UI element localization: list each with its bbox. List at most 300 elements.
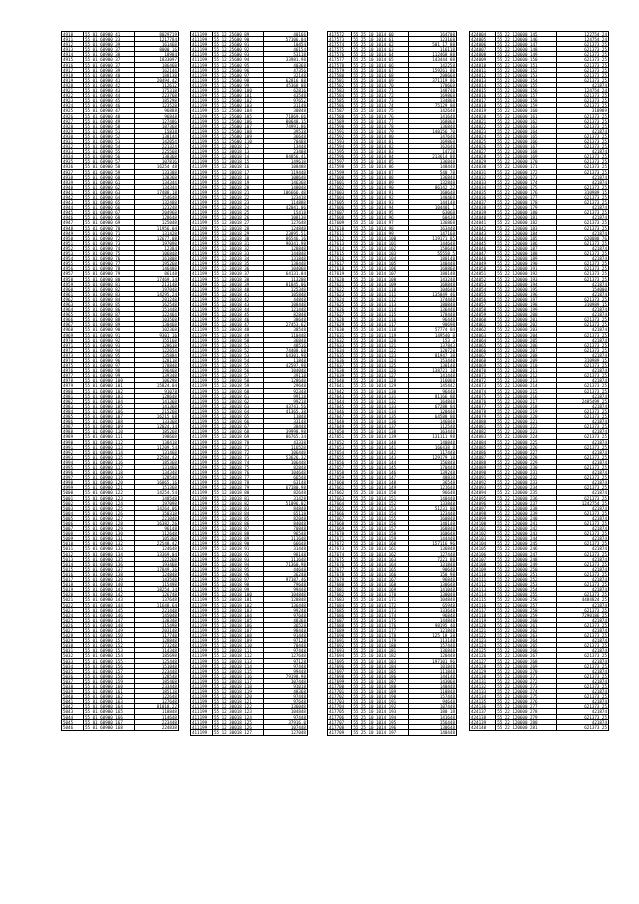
row-number-cell: 5032	[62, 653, 84, 657]
row-number-cell: 417625	[328, 302, 352, 306]
account-code-cell: 55 22 120600 211	[496, 368, 557, 372]
account-code-cell: 55 12 30018 17	[213, 170, 264, 174]
account-code-cell: 55 12 30018 126	[213, 725, 264, 729]
account-code-cell: 55 25 10 1014 184	[352, 664, 408, 668]
amount-cell: 141368	[161, 403, 177, 408]
row-number-cell: 5021	[62, 597, 84, 601]
row-number-cell: 5016	[62, 572, 84, 576]
row-number-cell: 411199	[191, 653, 213, 657]
account-code-cell: 55 22 120600 164	[496, 129, 557, 133]
account-code-cell: 55 25 10 1014 102	[352, 246, 408, 250]
amount-cell: 223448	[161, 668, 177, 673]
amount-cell: 197048	[161, 286, 177, 291]
amount-cell: 371119 86	[432, 77, 455, 82]
row-number-cell: 417698	[328, 674, 352, 678]
amount-cell: 621373 25	[584, 271, 607, 276]
row-number-cell: 5041	[62, 699, 84, 703]
amount-cell: 18254.34	[156, 587, 177, 592]
account-code-cell: 55 12 30018 69	[213, 434, 264, 438]
amount-cell: 124754 24	[584, 88, 607, 93]
row-number-cell: 424082	[470, 429, 496, 433]
amount-cell: 148748	[439, 88, 455, 93]
amount-cell: 99448	[293, 587, 306, 592]
row-number-cell: 4944	[62, 205, 84, 209]
amount-cell: 66648	[293, 541, 306, 546]
account-code-cell: 55 01 60900 106	[84, 409, 135, 413]
amount-cell: 2485499 25	[581, 398, 607, 403]
account-code-cell: 55 01 60900 154	[84, 653, 135, 657]
amount-cell: 621373 25	[584, 653, 607, 658]
account-code-cell: 55 12 30018 50	[213, 338, 264, 342]
row-number-cell: 4918	[62, 73, 84, 77]
row-number-cell: 417656	[328, 460, 352, 464]
account-code-cell: 55 22 120600 247	[496, 552, 557, 556]
account-code-cell: 55 12 30018 81	[213, 496, 264, 500]
account-code-cell: 55 22 120600 145	[496, 32, 557, 36]
amount-cell: 57774 84	[434, 327, 455, 332]
amount-cell: 91448	[293, 633, 306, 638]
account-code-cell: 55 01 60900 40	[84, 73, 135, 77]
row-number-cell: 4970	[62, 338, 84, 342]
account-code-cell: 55 12 25600 100	[213, 88, 264, 92]
table-row	[191, 730, 307, 735]
account-code-cell: 55 25 10 1014 134	[352, 409, 408, 413]
row-number-cell: 424009	[470, 57, 496, 61]
account-code-cell: 55 25 10 1014 195	[352, 720, 408, 724]
account-code-cell: 55 22 120600 263	[496, 633, 557, 637]
amount-cell: 97448	[293, 694, 306, 699]
account-code-cell: 55 25 10 1014 167	[352, 577, 408, 581]
row-number-cell: 411199	[191, 679, 213, 683]
account-code-cell: 55 22 120600 194	[496, 282, 557, 286]
account-code-cell: 55 25 10 1014 101	[352, 241, 408, 245]
row-number-cell: 411199	[191, 129, 213, 133]
row-number-cell: 411199	[191, 597, 213, 601]
amount-cell: 114888	[290, 200, 306, 205]
account-code-cell: 55 01 60900 161	[84, 689, 135, 693]
account-code-cell: 55 12 30018 63	[213, 404, 264, 408]
account-code-cell: 55 01 60900 47	[84, 108, 135, 112]
account-code-cell: 55 01 60900 46	[84, 103, 135, 107]
row-number-cell: 424034	[470, 185, 496, 189]
amount-cell: 111648	[290, 536, 306, 541]
row-number-cell: 411199	[191, 210, 213, 214]
row-number-cell: 411199	[191, 450, 213, 454]
amount-cell: 501 17 88	[432, 42, 455, 47]
amount-cell: 96548	[293, 531, 306, 536]
account-code-cell: 55 12 30018 35	[213, 261, 264, 265]
account-code-cell: 55 01 60900 118	[84, 470, 135, 474]
row-number-cell: 424098	[470, 511, 496, 515]
row-number-cell: 424018	[470, 103, 496, 107]
row-number-cell: 424088	[470, 460, 496, 464]
amount-cell: 63068	[442, 210, 455, 215]
row-number-cell: 411199	[191, 215, 213, 219]
account-code-cell: 55 25 10 1014 169	[352, 587, 408, 591]
row-number-cell: 424011	[470, 68, 496, 72]
account-code-cell: 55 22 120600 199	[496, 307, 557, 311]
row-number-cell: 417671	[328, 536, 352, 540]
row-number-cell: 4946	[62, 215, 84, 219]
account-code-cell: 55 01 60900 39	[84, 68, 135, 72]
account-code-cell: 55 01 60900 81	[84, 282, 135, 286]
account-code-cell: 55 12 25600 107	[213, 124, 264, 128]
amount-cell: 84848	[293, 505, 306, 510]
amount-cell: 11209.54	[156, 444, 177, 449]
account-code-cell: 55 25 10 1014 179	[352, 638, 408, 642]
account-code-cell: 55 12 25600 99	[213, 83, 264, 87]
amount-cell: 164848	[439, 398, 455, 403]
row-number-cell: 411199	[191, 154, 213, 158]
row-number-cell: 417601	[328, 180, 352, 184]
account-code-cell: 55 12 30018 38	[213, 277, 264, 281]
amount-cell: 86148	[164, 271, 177, 276]
amount-cell: 130648	[439, 582, 455, 587]
row-number-cell: 424093	[470, 485, 496, 489]
account-code-cell: 55 01 60900 42	[84, 83, 135, 87]
amount-cell: 38648	[293, 317, 306, 322]
amount-cell: 96888	[164, 108, 177, 113]
account-code-cell: 55 12 30018 112	[213, 653, 264, 657]
row-number-cell: 5026	[62, 623, 84, 627]
account-code-cell: 55 01 60900 148	[84, 623, 135, 627]
account-code-cell: 55 25 10 1014 157	[352, 526, 408, 530]
account-code-cell: 55 25 10 1014 170	[352, 592, 408, 596]
row-number-cell: 5044	[62, 715, 84, 719]
row-number-cell: 4986	[62, 419, 84, 423]
amount-cell: 621373 25	[584, 571, 607, 577]
amount-cell: 15824.04	[156, 383, 177, 388]
row-number-cell: 417587	[328, 108, 352, 112]
account-code-cell: 55 25 10 1014 110	[352, 287, 408, 291]
account-code-cell: 55 12 25600 105	[213, 114, 264, 118]
amount-cell: 138144	[161, 133, 177, 138]
amount-cell: 621373 25	[584, 363, 607, 368]
account-code-cell: 55 12 25600 102	[213, 98, 264, 102]
row-number-cell: 4975	[62, 363, 84, 367]
account-code-cell: 55 22 120600 256	[496, 597, 557, 601]
amount-cell: 153 3	[442, 337, 455, 342]
account-code-cell: 55 01 60900 133	[84, 546, 135, 550]
row-number-cell: 411199	[191, 327, 213, 331]
account-code-cell: 55 25 10 1014 152	[352, 501, 408, 505]
account-code-cell: 55 25 10 1014 196	[352, 725, 408, 729]
amount-cell: 96448	[442, 388, 455, 393]
amount-cell: 123448	[439, 510, 455, 515]
amount-cell: 130648	[439, 724, 455, 729]
amount-cell: 120728	[439, 347, 455, 352]
amount-cell: 136848	[439, 159, 455, 164]
amount-cell: 106448	[290, 459, 306, 464]
row-number-cell: 424076	[470, 399, 496, 403]
row-number-cell: 4956	[62, 266, 84, 270]
amount-cell: 43338	[293, 439, 306, 444]
row-number-cell: 417669	[328, 526, 352, 530]
account-code-cell: 55 12 30018 71	[213, 445, 264, 449]
account-code-cell: 55 25 10 1014 107	[352, 271, 408, 275]
row-number-cell: 411199	[191, 541, 213, 545]
account-code-cell: 55 25 10 1014 87	[352, 170, 408, 174]
row-number-cell: 417647	[328, 414, 352, 418]
account-code-cell: 55 22 120600 229	[496, 460, 557, 464]
account-code-cell: 55 22 120600 156	[496, 88, 557, 92]
account-code-cell: 55 12 30018 83	[213, 506, 264, 510]
amount-cell: 621373 25	[584, 67, 607, 72]
amount-cell: 161468	[161, 42, 177, 47]
row-number-cell: 424092	[470, 480, 496, 484]
amount-cell: 621373 25	[584, 633, 607, 638]
account-code-cell: 55 01 60900 49	[84, 119, 135, 123]
row-number-cell: 4994	[62, 460, 84, 464]
amount-cell: 421874	[591, 668, 607, 673]
account-code-cell: 55 22 120600 223	[496, 429, 557, 433]
row-number-cell: 4988	[62, 429, 84, 433]
row-number-cell: 424071	[470, 373, 496, 377]
account-code-cell: 55 12 30018 116	[213, 674, 264, 678]
row-number-cell: 424124	[470, 643, 496, 647]
account-code-cell: 55 22 120600 249	[496, 562, 557, 566]
account-code-cell: 55 01 60900 85	[84, 302, 135, 306]
row-number-cell: 417586	[328, 103, 352, 107]
amount-cell: 67180.98	[285, 485, 306, 490]
amount-cell: 43548	[293, 93, 306, 98]
account-code-cell: 55 01 60900 104	[84, 399, 135, 403]
row-number-cell: 4967	[62, 322, 84, 326]
amount-cell: 421874	[591, 602, 607, 607]
amount-cell: 107816	[161, 159, 177, 164]
account-code-cell: 55 01 60900 136	[84, 562, 135, 566]
account-code-cell: 55 22 120600 257	[496, 603, 557, 607]
amount-cell: 105368	[161, 536, 177, 541]
amount-cell: 13448	[293, 144, 306, 149]
amount-cell: 621373 25	[584, 485, 607, 490]
account-code-cell: 55 12 30018 93	[213, 557, 264, 561]
account-code-cell: 55 01 60900 76	[84, 256, 135, 260]
row-number-cell: 424134	[470, 694, 496, 698]
amount-cell: 97128	[293, 658, 306, 663]
row-number-cell: 417704	[328, 704, 352, 708]
account-code-cell: 55 12 30018 86	[213, 521, 264, 525]
row-number-cell: 4962	[62, 297, 84, 301]
account-code-cell: 55 12 30018 23	[213, 200, 264, 204]
account-code-cell: 55 25 10 1014 154	[352, 511, 408, 515]
account-code-cell: 55 12 30018 97	[213, 577, 264, 581]
account-code-cell: 55 22 120600 176	[496, 190, 557, 194]
amount-cell: 124754 24	[584, 37, 607, 42]
amount-cell: 141368	[161, 398, 177, 403]
account-code-cell: 55 22 120600 189	[496, 256, 557, 260]
row-number-cell: 411199	[191, 220, 213, 224]
account-code-cell: 55 01 60900 140	[84, 582, 135, 586]
account-code-cell: 55 22 120600 179	[496, 205, 557, 209]
amount-cell: 621373 25	[584, 62, 607, 67]
account-code-cell: 55 12 30018 118	[213, 684, 264, 688]
amount-cell: 140448	[439, 729, 455, 735]
row-number-cell: 417607	[328, 210, 352, 214]
amount-cell: 160648	[439, 531, 455, 536]
row-number-cell: 4949	[62, 231, 84, 235]
amount-cell: 108648	[290, 174, 306, 179]
account-code-cell: 55 25 10 1014 144	[352, 460, 408, 464]
account-code-cell: 55 01 60900 149	[84, 628, 135, 632]
row-number-cell: 4919	[62, 78, 84, 82]
amount-cell: 621373 25	[584, 118, 607, 123]
account-code-cell: 55 25 10 1014 66	[352, 63, 408, 67]
amount-cell: 27453.62	[285, 322, 306, 327]
amount-cell: 44848	[293, 296, 306, 301]
row-number-cell: 4924	[62, 103, 84, 107]
row-number-cell: 4928	[62, 124, 84, 128]
account-code-cell: 55 12 30018 111	[213, 648, 264, 652]
row-number-cell: 424057	[470, 302, 496, 306]
row-number-cell: 5018	[62, 582, 84, 586]
amount-cell: 621373 25	[584, 464, 607, 470]
account-code-cell: 55 01 60900 53	[84, 139, 135, 143]
amount-cell: 55558 5	[437, 251, 455, 256]
amount-cell: 621373 25	[584, 240, 607, 245]
row-number-cell: 424020	[470, 114, 496, 118]
account-code-cell: 55 22 120600 225	[496, 440, 557, 444]
row-number-cell: 4933	[62, 149, 84, 153]
account-code-cell: 55 01 60900 157	[84, 669, 135, 673]
amount-cell: 1217784	[159, 37, 177, 42]
amount-cell: 81166 88	[434, 393, 455, 398]
row-number-cell: 4938	[62, 175, 84, 179]
amount-cell: 36848	[293, 337, 306, 342]
row-number-cell: 417673	[328, 546, 352, 550]
ledger-table-3	[327, 31, 457, 736]
account-code-cell: 55 22 120600 196	[496, 292, 557, 296]
account-code-cell: 55 25 10 1014 138	[352, 429, 408, 433]
amount-cell: 53626.32	[285, 454, 306, 459]
account-code-cell: 55 12 30018 99	[213, 587, 264, 591]
amount-cell: 134868	[439, 98, 455, 103]
row-number-cell: 417668	[328, 521, 352, 525]
amount-cell: 96448	[442, 317, 455, 322]
account-code-cell: 55 25 10 1014 106	[352, 266, 408, 270]
amount-cell: 111848	[439, 668, 455, 673]
amount-cell: 421874	[591, 128, 607, 133]
amount-cell: 310989 15	[584, 189, 607, 194]
amount-cell: 103568	[161, 317, 177, 322]
account-code-cell: 55 22 120600 279	[496, 715, 557, 719]
account-code-cell: 55 22 120600 261	[496, 623, 557, 627]
account-code-cell: 55 01 60900 126	[84, 511, 135, 515]
row-number-cell: 411199	[191, 531, 213, 535]
amount-cell: 621373 25	[584, 704, 607, 709]
row-number-cell: 411199	[191, 725, 213, 729]
row-number-cell: 411199	[191, 445, 213, 449]
amount-cell: 136848	[439, 123, 455, 128]
row-number-cell: 5042	[62, 704, 84, 708]
amount-cell: 7221 88	[437, 556, 455, 561]
row-number-cell: 4948	[62, 226, 84, 230]
amount-cell: 128548	[161, 475, 177, 480]
row-number-cell: 5038	[62, 684, 84, 688]
account-code-cell: 55 25 10 1014 135	[352, 414, 408, 418]
account-code-cell: 55 25 10 1014 117	[352, 322, 408, 326]
account-code-cell: 55 25 10 1014 80	[352, 134, 408, 138]
amount-cell: 139248	[439, 470, 455, 475]
account-code-cell: 55 25 10 1014 168	[352, 582, 408, 586]
amount-cell: 148048	[290, 184, 306, 189]
account-code-cell: 55 12 30018 43	[213, 302, 264, 306]
amount-cell: 421874	[591, 439, 607, 444]
row-number-cell: 417588	[328, 114, 352, 118]
amount-cell: 130148	[439, 363, 455, 368]
amount-cell: 99118	[293, 393, 306, 398]
row-number-cell: 5025	[62, 618, 84, 622]
account-code-cell: 55 25 10 1014 103	[352, 251, 408, 255]
row-number-cell: 424126	[470, 653, 496, 657]
row-number-cell: 411199	[191, 134, 213, 138]
account-code-cell: 55 22 120600 160	[496, 108, 557, 112]
account-code-cell: 55 25 10 1014 79	[352, 129, 408, 133]
row-number-cell: 417665	[328, 506, 352, 510]
row-number-cell: 417644	[328, 399, 352, 403]
row-number-cell: 5023	[62, 608, 84, 612]
row-number-cell: 424028	[470, 154, 496, 158]
amount-cell: 112468 88	[432, 52, 455, 57]
amount-cell: 168848	[439, 526, 455, 531]
amount-cell: 145442	[439, 383, 455, 388]
amount-cell: 421874	[591, 556, 607, 561]
account-code-cell: 55 22 120600 226	[496, 445, 557, 449]
amount-cell: 621373 25	[584, 276, 607, 281]
account-code-cell: 55 12 30018 120	[213, 694, 264, 698]
amount-cell: 84048	[293, 521, 306, 526]
account-code-cell: 55 22 120600 202	[496, 322, 557, 326]
amount-cell: 62816	[293, 88, 306, 93]
row-number-cell: 417652	[328, 440, 352, 444]
account-code-cell: 55 22 120600 181	[496, 215, 557, 219]
amount-cell: 144648	[439, 240, 455, 245]
amount-cell: 12384	[164, 245, 177, 251]
row-number-cell: 411199	[191, 460, 213, 464]
amount-cell: 22584.42	[156, 454, 177, 459]
amount-cell: 82848	[293, 464, 306, 470]
row-number-cell: 5040	[62, 694, 84, 698]
row-number-cell: 424065	[470, 343, 496, 347]
amount-cell: 150318	[161, 510, 177, 515]
amount-cell: 146848	[439, 419, 455, 424]
amount-cell: 180148	[439, 256, 455, 261]
amount-cell: 98148	[293, 551, 306, 556]
account-code-cell: 55 25 10 1014 163	[352, 557, 408, 561]
amount-cell: 421874	[591, 352, 607, 357]
row-number-cell: 4987	[62, 424, 84, 428]
row-number-cell: 411199	[191, 603, 213, 607]
amount-cell: 104401 1	[434, 205, 455, 210]
amount-cell: 48838	[442, 475, 455, 480]
amount-cell: 144848	[290, 251, 306, 256]
account-code-cell: 55 25 10 1014 99	[352, 231, 408, 235]
row-number-cell: 411199	[191, 302, 213, 306]
amount-cell: 621373 25	[584, 531, 607, 536]
row-number-cell: 4940	[62, 185, 84, 189]
amount-cell: 620080 76	[584, 235, 607, 240]
amount-cell: 421874	[591, 505, 607, 510]
row-number-cell: 424063	[470, 333, 496, 337]
row-number-cell: 417685	[328, 608, 352, 612]
account-code-cell: 55 01 60900 103	[84, 394, 135, 398]
account-code-cell: 55 22 120600 239	[496, 511, 557, 515]
row-number-cell: 4974	[62, 358, 84, 362]
amount-cell: 97648	[293, 699, 306, 704]
row-number-cell: 4971	[62, 343, 84, 347]
amount-cell: 140448	[439, 261, 455, 266]
account-code-cell: 55 22 120600 215	[496, 389, 557, 393]
